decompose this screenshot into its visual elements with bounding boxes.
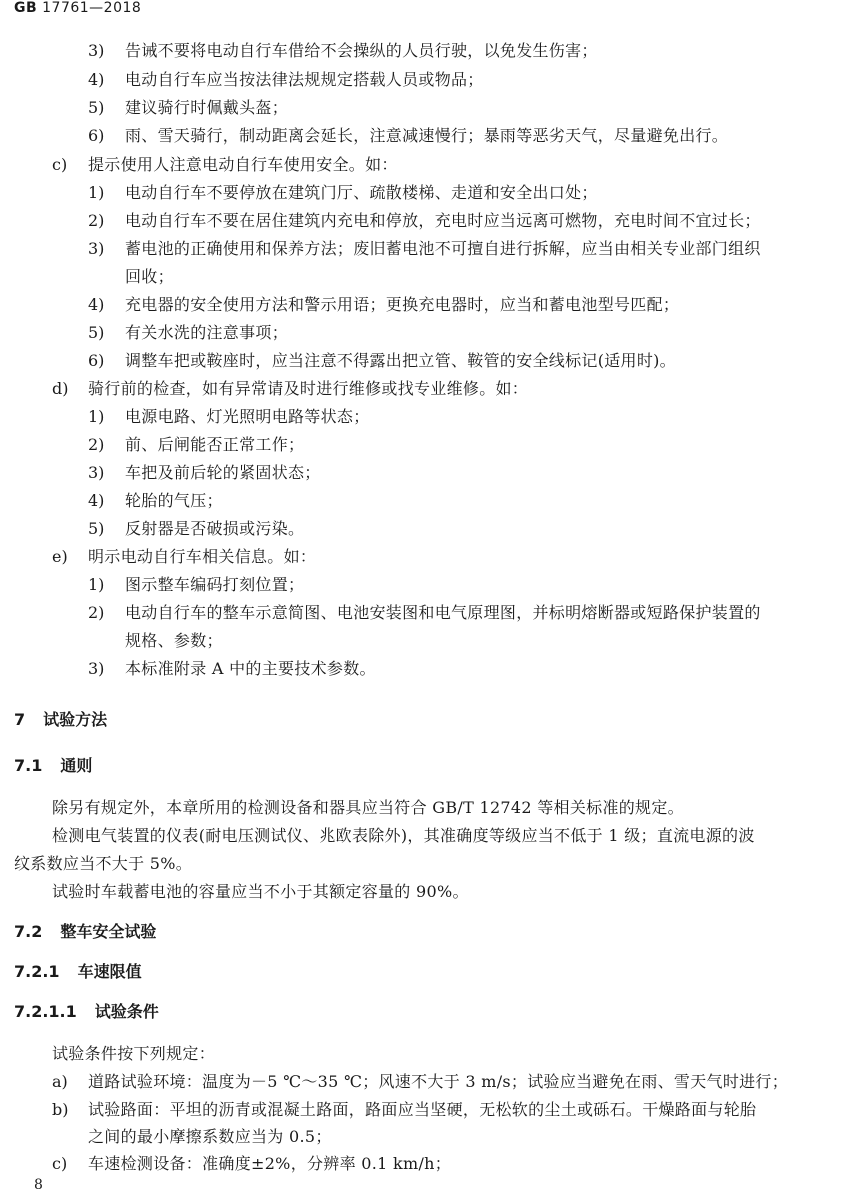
list-item: 骑行前的检查，如有异常请及时进行维修或找专业维修。如：: [88, 379, 529, 398]
paragraph: 检测电气装置的仪表(耐电压测试仪、兆欧表除外)，其准确度等级应当不低于 1 级；直流电源的波: [52, 826, 755, 845]
list-item: 明示电动自行车相关信息。如：: [88, 547, 317, 566]
list-item-letter: c): [52, 1154, 68, 1173]
section-title: 试验方法: [43, 710, 108, 729]
list-item-letter: a): [52, 1072, 68, 1091]
section-number: 7.1: [14, 756, 43, 775]
list-item-number: 1): [88, 407, 105, 426]
list-item-continuation: 回收；: [125, 267, 174, 286]
list-item-number: 2): [88, 435, 105, 454]
list-item-number: 6): [88, 126, 105, 145]
section-number: 7.2: [14, 922, 43, 941]
list-item-letter: c): [52, 155, 68, 174]
list-item-continuation: 规格、参数；: [125, 631, 223, 650]
list-item-number: 5): [88, 98, 105, 117]
list-item: 道路试验环境：温度为－5 ℃～35 ℃；风速不大于 3 m/s；试验应当避免在雨、雪天气时进行；: [88, 1072, 789, 1091]
section-number: 7.2.1: [14, 962, 60, 981]
section-title: 试验条件: [94, 1002, 159, 1021]
paragraph-continuation: 纹系数应当不大于 5%。: [14, 854, 193, 873]
paragraph: 试验时车载蓄电池的容量应当不小于其额定容量的 90%。: [52, 882, 469, 901]
list-item: 提示使用人注意电动自行车使用安全。如：: [88, 155, 398, 174]
list-item: 电动自行车应当按法律法规规定搭载人员或物品；: [125, 70, 484, 89]
standard-number: 17761—2018: [42, 0, 142, 16]
section-heading-7-2-1: [14, 962, 142, 982]
list-item-number: 4): [88, 70, 105, 89]
section-number: 7: [14, 710, 26, 729]
standard-prefix: GB: [14, 0, 38, 16]
section-heading-7-2: [14, 922, 156, 942]
list-item: 雨、雪天骑行，制动距离会延长，注意减速慢行；暴雨等恶劣天气，尽量避免出行。: [125, 126, 729, 145]
list-item-number: 2): [88, 603, 105, 622]
list-item: 反射器是否破损或污染。: [125, 519, 305, 538]
list-item-number: 4): [88, 295, 105, 314]
list-item: 告诫不要将电动自行车借给不会操纵的人员行驶，以免发生伤害；: [125, 41, 598, 60]
list-item: 图示整车编码打刻位置；: [125, 575, 305, 594]
list-item-number: 1): [88, 575, 105, 594]
list-item: 电动自行车不要停放在建筑门厅、疏散楼梯、走道和安全出口处；: [125, 183, 598, 202]
list-item-letter: b): [52, 1100, 69, 1119]
list-item-letter: e): [52, 547, 68, 566]
list-item-number: 4): [88, 491, 105, 510]
section-title: 车速限值: [77, 962, 142, 981]
list-item: 建议骑行时佩戴头盔；: [125, 98, 289, 117]
page-header: [14, 0, 141, 16]
list-item: 前、后闸能否正常工作；: [125, 435, 305, 454]
section-heading-7: [14, 710, 107, 730]
page-number: 8: [34, 1177, 43, 1193]
list-item-number: 5): [88, 519, 105, 538]
list-item: 蓄电池的正确使用和保养方法；废旧蓄电池不可擅自进行拆解，应当由相关专业部门组织: [125, 239, 761, 258]
list-item-number: 3): [88, 463, 105, 482]
list-item: 调整车把或鞍座时，应当注意不得露出把立管、鞍管的安全线标记(适用时)。: [125, 351, 676, 370]
list-item-number: 3): [88, 239, 105, 258]
paragraph: 除另有规定外，本章所用的检测设备和器具应当符合 GB/T 12742 等相关标准的规定。: [52, 798, 684, 817]
list-item-continuation: 之间的最小摩擦系数应当为 0.5；: [88, 1127, 332, 1146]
list-item: 电动自行车的整车示意简图、电池安装图和电气原理图，并标明熔断器或短路保护装置的: [125, 603, 761, 622]
list-item-letter: d): [52, 379, 69, 398]
list-item: 本标准附录 A 中的主要技术参数。: [125, 659, 376, 678]
list-item-number: 6): [88, 351, 105, 370]
paragraph: 试验条件按下列规定：: [52, 1044, 216, 1063]
list-item-number: 3): [88, 41, 105, 60]
list-item: 有关水洗的注意事项；: [125, 323, 289, 342]
list-item: 电动自行车不要在居住建筑内充电和停放，充电时应当远离可燃物，充电时间不宜过长；: [125, 211, 761, 230]
list-item-number: 1): [88, 183, 105, 202]
section-title: 整车安全试验: [60, 922, 157, 941]
list-item: 试验路面：平坦的沥青或混凝土路面，路面应当坚硬，无松软的尘土或砾石。干燥路面与轮胎: [88, 1100, 757, 1119]
list-item: 轮胎的气压；: [125, 491, 223, 510]
list-item: 车把及前后轮的紧固状态；: [125, 463, 321, 482]
section-number: 7.2.1.1: [14, 1002, 77, 1021]
list-item: 电源电路、灯光照明电路等状态；: [125, 407, 370, 426]
list-item-number: 5): [88, 323, 105, 342]
list-item-number: 3): [88, 659, 105, 678]
section-title: 通则: [60, 756, 93, 775]
list-item-number: 2): [88, 211, 105, 230]
section-heading-7-1: [14, 756, 92, 776]
section-heading-7-2-1-1: [14, 1002, 159, 1022]
list-item: 充电器的安全使用方法和警示用语；更换充电器时，应当和蓄电池型号匹配；: [125, 295, 680, 314]
list-item: 车速检测设备：准确度±2%，分辨率 0.1 km/h；: [88, 1154, 452, 1173]
